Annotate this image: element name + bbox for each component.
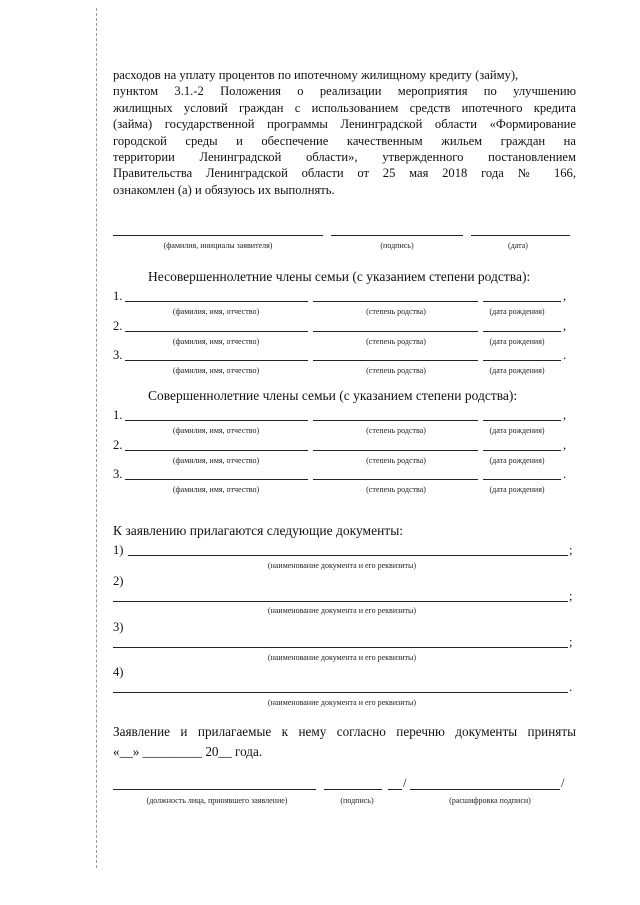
- name-field[interactable]: [125, 420, 308, 421]
- row-end-punct: ,: [563, 289, 567, 303]
- row-end-punct: ,: [563, 408, 567, 422]
- name-field[interactable]: [125, 479, 308, 480]
- name-caption: (фамилия, имя, отчество): [172, 337, 260, 346]
- birth-date-field[interactable]: [483, 360, 561, 361]
- adult-members-heading: Совершеннолетние члены семьи (с указанием степени родства):: [148, 388, 518, 403]
- applicant-date-caption: (дата): [508, 241, 528, 250]
- name-caption: (фамилия, имя, отчество): [172, 307, 260, 316]
- paragraph-line: территории Ленинградской области», утвержденного постановлением: [113, 150, 576, 165]
- birth-date-field[interactable]: [483, 301, 561, 302]
- birth-caption: (дата рождения): [489, 456, 545, 465]
- position-caption: (должность лица, принявшего заявление): [146, 796, 288, 805]
- birth-date-field[interactable]: [483, 331, 561, 332]
- relation-caption: (степень родства): [366, 366, 426, 375]
- document-caption: (наименование документа и его реквизиты): [267, 698, 417, 707]
- relation-field[interactable]: [313, 420, 478, 421]
- applicant-signature-caption: (подпись): [380, 241, 414, 250]
- document-number: 4): [113, 665, 124, 679]
- applicant-name-field[interactable]: [113, 235, 323, 236]
- document-field[interactable]: [113, 692, 568, 693]
- relation-field[interactable]: [313, 301, 478, 302]
- left-margin-line: [96, 8, 97, 868]
- name-caption: (фамилия, имя, отчество): [172, 485, 260, 494]
- acceptance-signature-caption: (подпись): [340, 796, 374, 805]
- acceptance-line: Заявление и прилагаемые к нему согласно перечню документы приняты: [113, 724, 576, 739]
- document-end-punct: ;: [569, 635, 573, 649]
- name-caption: (фамилия, имя, отчество): [172, 456, 260, 465]
- row-end-punct: .: [563, 348, 567, 362]
- relation-caption: (степень родства): [366, 426, 426, 435]
- acceptance-date-line: «__» _________ 20__ года.: [113, 744, 263, 759]
- row-number: 1.: [113, 289, 123, 303]
- document-field[interactable]: [128, 555, 568, 556]
- intro-paragraph: [113, 67, 576, 198]
- birth-date-field[interactable]: [483, 420, 561, 421]
- relation-field[interactable]: [313, 450, 478, 451]
- document-number: 3): [113, 620, 124, 634]
- relation-caption: (степень родства): [366, 337, 426, 346]
- document-caption: (наименование документа и его реквизиты): [267, 653, 417, 662]
- document-field[interactable]: [113, 647, 568, 648]
- birth-caption: (дата рождения): [489, 307, 545, 316]
- position-field[interactable]: [113, 789, 316, 790]
- decoding-caption: (расшифровка подписи): [449, 796, 531, 805]
- relation-caption: (степень родства): [366, 307, 426, 316]
- paragraph-line: расходов на уплату процентов по ипотечному жилищному кредиту (займу),: [113, 68, 519, 82]
- document-field[interactable]: [113, 601, 568, 602]
- paragraph-line: (займа) государственной программы Ленинградской области «Формирование: [113, 117, 576, 132]
- document-caption: (наименование документа и его реквизиты): [267, 561, 417, 570]
- name-caption: (фамилия, имя, отчество): [172, 426, 260, 435]
- documents-heading: К заявлению прилагаются следующие документы:: [113, 523, 404, 538]
- birth-date-field[interactable]: [483, 450, 561, 451]
- relation-field[interactable]: [313, 331, 478, 332]
- decoding-field[interactable]: [410, 789, 560, 790]
- paragraph-line: пунктом 3.1.-2 Положения о реализации мероприятия по улучшению: [113, 84, 576, 99]
- row-number: 3.: [113, 348, 123, 362]
- birth-caption: (дата рождения): [489, 426, 545, 435]
- minor-members-heading: Несовершеннолетние члены семьи (с указанием степени родства):: [148, 269, 531, 284]
- acceptance-signature-field-ext[interactable]: [388, 789, 402, 790]
- applicant-name-caption: (фамилия, инициалы заявителя): [163, 241, 273, 250]
- acceptance-signature-field[interactable]: [324, 789, 382, 790]
- document-end-punct: .: [569, 680, 573, 694]
- relation-field[interactable]: [313, 479, 478, 480]
- document-caption: (наименование документа и его реквизиты): [267, 606, 417, 615]
- applicant-date-field[interactable]: [471, 235, 570, 236]
- document-number: 1): [113, 543, 124, 557]
- row-number: 2.: [113, 319, 123, 333]
- row-end-punct: ,: [563, 319, 567, 333]
- birth-caption: (дата рождения): [489, 337, 545, 346]
- relation-field[interactable]: [313, 360, 478, 361]
- acceptance-statement: [113, 722, 576, 762]
- name-field[interactable]: [125, 301, 308, 302]
- row-number: 3.: [113, 467, 123, 481]
- row-number: 2.: [113, 438, 123, 452]
- birth-caption: (дата рождения): [489, 366, 545, 375]
- paragraph-line: жилищных условий граждан с использованием средств ипотечного кредита: [113, 100, 576, 115]
- paragraph-line: Правительства Ленинградской области от 25 мая 2018 года № 166,: [113, 166, 576, 181]
- row-number: 1.: [113, 408, 123, 422]
- name-field[interactable]: [125, 450, 308, 451]
- paragraph-line: городской среды и обеспечение качественным жильем граждан на: [113, 133, 576, 148]
- relation-caption: (степень родства): [366, 485, 426, 494]
- birth-caption: (дата рождения): [489, 485, 545, 494]
- paragraph-line: ознакомлен (а) и обязуюсь их выполнять.: [113, 182, 335, 197]
- document-end-punct: ;: [569, 543, 573, 557]
- row-end-punct: .: [563, 467, 567, 481]
- document-number: 2): [113, 574, 124, 588]
- name-field[interactable]: [125, 360, 308, 361]
- name-field[interactable]: [125, 331, 308, 332]
- slash-separator: /: [561, 776, 565, 790]
- birth-date-field[interactable]: [483, 479, 561, 480]
- applicant-signature-field[interactable]: [331, 235, 463, 236]
- row-end-punct: ,: [563, 438, 567, 452]
- document-end-punct: ;: [569, 589, 573, 603]
- slash-separator: /: [403, 776, 407, 790]
- name-caption: (фамилия, имя, отчество): [172, 366, 260, 375]
- relation-caption: (степень родства): [366, 456, 426, 465]
